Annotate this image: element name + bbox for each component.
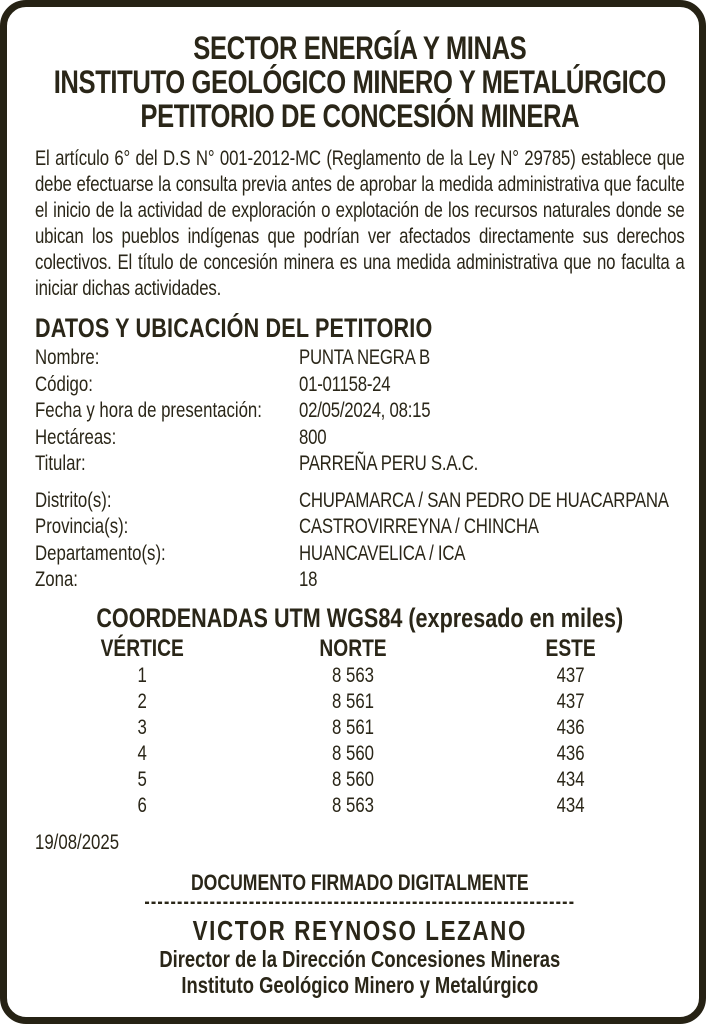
- table-row: [35, 715, 685, 741]
- field-label: Zona:: [35, 568, 78, 591]
- field-label: Nombre:: [35, 346, 100, 369]
- field-value: CHUPAMARCA / SAN PEDRO DE HUACARPANA: [299, 488, 669, 512]
- field-row-titular: [35, 451, 685, 478]
- page-title-institute: INSTITUTO GEOLÓGICO MINERO Y METALÚRGICO: [53, 64, 666, 100]
- field-value: HUANCAVELICA / ICA: [299, 541, 466, 565]
- cell-este: 437: [556, 663, 585, 687]
- cell-este: 437: [556, 689, 585, 713]
- document-date: 19/08/2025: [35, 830, 120, 854]
- cell-vertice: 6: [137, 793, 147, 817]
- cell-este: 434: [556, 767, 585, 791]
- field-label: Fecha y hora de presentación:: [35, 399, 262, 422]
- document-content: [35, 31, 685, 998]
- field-row-distrito: [35, 488, 685, 515]
- cell-norte: 8 560: [331, 741, 375, 765]
- table-row: [35, 793, 685, 819]
- table-row: [35, 663, 685, 689]
- field-value: CASTROVIRREYNA / CHINCHA: [299, 515, 539, 538]
- cell-vertice: 3: [137, 715, 147, 739]
- coordinates-heading: COORDENADAS UTM WGS84 (expresado en miles): [96, 602, 624, 633]
- cell-este: 436: [556, 741, 585, 765]
- field-value: 18: [299, 568, 318, 591]
- cell-norte: 8 560: [331, 767, 375, 791]
- field-row-fecha-hora: [35, 398, 685, 425]
- petition-data-rows: [35, 345, 685, 478]
- signature-block: [35, 871, 685, 998]
- field-label: Departamento(s):: [35, 541, 166, 565]
- cell-norte: 8 563: [331, 793, 375, 817]
- page-title-petition: PETITORIO DE CONCESIÓN MINERA: [140, 98, 580, 134]
- field-value: 02/05/2024, 08:15: [299, 399, 431, 422]
- field-value: 800: [299, 425, 327, 449]
- signatory-name: VICTOR REYNOSO LEZANO: [192, 914, 527, 946]
- page-title-sector: SECTOR ENERGÍA Y MINAS: [193, 30, 527, 66]
- field-row-codigo: [35, 372, 685, 399]
- cell-norte: 8 561: [331, 689, 375, 713]
- column-header-norte: NORTE: [319, 634, 387, 662]
- cell-norte: 8 561: [331, 715, 375, 739]
- cell-vertice: 1: [137, 663, 147, 687]
- field-row-zona: [35, 567, 685, 594]
- cell-vertice: 4: [137, 741, 147, 765]
- signature-divider: ------------------------------------------------------------------: [144, 894, 576, 910]
- field-label: Hectáreas:: [35, 425, 117, 449]
- field-label: Código:: [35, 372, 93, 396]
- location-data-rows: [35, 488, 685, 594]
- cell-este: 434: [556, 793, 585, 817]
- field-row-nombre: [35, 345, 685, 372]
- coordinates-header-row: [35, 635, 685, 663]
- table-row: [35, 689, 685, 715]
- section-heading-datos: DATOS Y UBICACIÓN DEL PETITORIO: [35, 313, 433, 343]
- column-header-vertice: VÉRTICE: [100, 634, 184, 662]
- field-row-provincia: [35, 514, 685, 541]
- field-label: Titular:: [35, 452, 86, 475]
- field-label: Distrito(s):: [35, 488, 112, 512]
- field-row-departamento: [35, 541, 685, 568]
- signatory-institution: Instituto Geológico Minero y Metalúrgico: [181, 971, 539, 998]
- document-header: [35, 31, 685, 133]
- cell-norte: 8 563: [331, 663, 375, 687]
- signatory-title: Director de la Dirección Concesiones Mineras: [159, 945, 561, 972]
- table-row: [35, 767, 685, 793]
- field-row-hectareas: [35, 425, 685, 452]
- field-value: PARREÑA PERU S.A.C.: [299, 452, 479, 475]
- coordinates-table: [35, 635, 685, 819]
- cell-vertice: 2: [137, 689, 147, 713]
- table-row: [35, 741, 685, 767]
- cell-vertice: 5: [137, 767, 147, 791]
- field-label: Provincia(s):: [35, 515, 129, 538]
- cell-este: 436: [556, 715, 585, 739]
- column-header-este: ESTE: [545, 634, 596, 662]
- field-value: 01-01158-24: [299, 372, 391, 396]
- digitally-signed-label: DOCUMENTO FIRMADO DIGITALMENTE: [190, 869, 529, 895]
- intro-paragraph: El artículo 6° del D.S N° 001-2012-MC (Reglamento de la Ley N° 29785) establece que debe efectuarse la consulta previa antes de aprobar la medida administrativa que faculte el inicio de la actividad de exploración o explotación de los recursos naturales donde se ubican los pueblos indígenas que podrían ver afectados directamente sus derechos colectivos. El título de concesión minera es una medida administrativa que no faculta a iniciar dichas actividades.: [35, 147, 685, 300]
- field-value: PUNTA NEGRA B: [299, 346, 431, 369]
